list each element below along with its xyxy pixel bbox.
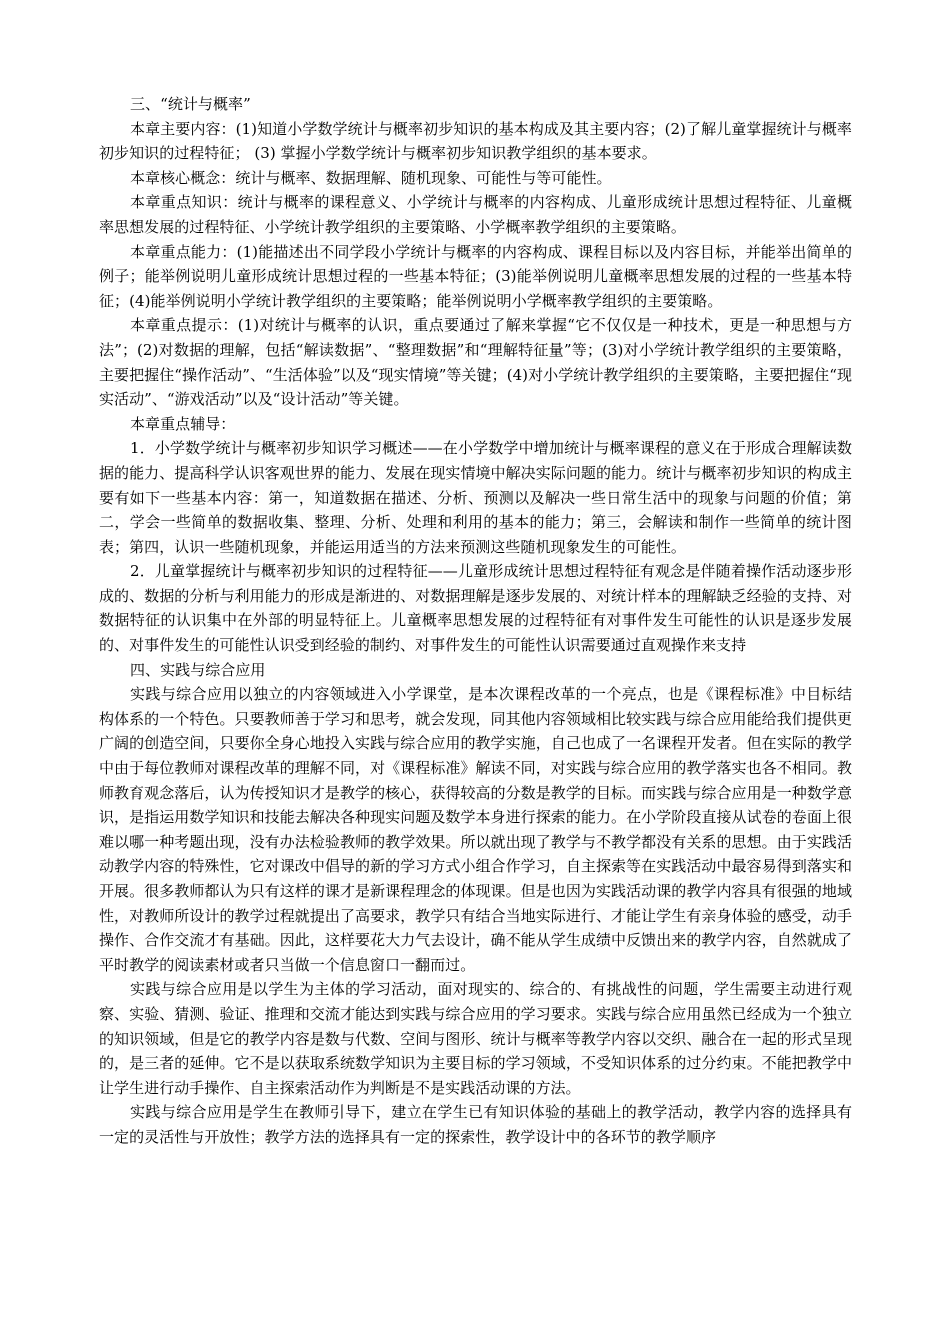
paragraph-key-tips: 本章重点提示：(1)对统计与概率的认识，重点要通过了解来掌握“它不仅仅是一种技术，更是一种思想与方法”；(2)对数据的理解，包括“解读数据”、“整理数据”和“理解特征量”等；(3)对小学统计教学组织的主要策略，主要把握住“操作活动”、“生活体验”以及“现实情境”等关键；(4)对小学统计教学组织的主要策略，主要把握住“现实活动”、“游戏活动”以及“设计活动”等关键。 [99, 316, 852, 409]
paragraph-core-concepts: 本章核心概念：统计与概率、数据理解、随机现象、可能性与等可能性。 [130, 168, 612, 187]
paragraph-main-content: 本章主要内容：(1)知道小学数学统计与概率初步知识的基本构成及其主要内容；(2)了解儿童掌握统计与概率初步知识的过程特征； (3) 掌握小学数学统计与概率初步知识教学组织的基本要求。 [99, 119, 852, 163]
section-heading-statistics: 三、“统计与概率” [130, 95, 251, 113]
section-heading-practice: 四、实践与综合应用 [130, 660, 266, 679]
paragraph-practice-2: 实践与综合应用是以学生为主体的学习活动，面对现实的、综合的、有挑战性的问题，学生需要主动进行观察、实验、猜测、验证、推理和交流才能达到实践与综合应用的学习要求。实践与综合应用虽然已经成为一个独立的知识领域，但是它的教学内容是数与代数、空间与图形、统计与概率等教学内容以交织、融合在一起的形式呈现的，是三者的延伸。它不是以获取系统数学知识为主要目标的学习领域，不受知识体系的过分约束。不能把教学中让学生进行动手操作、自主探索活动作为判断是不是实践活动课的方法。 [99, 980, 852, 1097]
paragraph-guidance-item-1: 1．小学数学统计与概率初步知识学习概述——在小学数学中增加统计与概率课程的意义在于形成合理解读数据的能力、提高科学认识客观世界的能力、发展在现实情境中解决实际问题的能力。统计与概率初步知识的构成主要有如下一些基本内容：第一，知道数据在描述、分析、预测以及解决一些日常生活中的现象与问题的价值；第二，学会一些简单的数据收集、整理、分析、处理和利用的基本的能力；第三，会解读和制作一些简单的统计图表；第四，认识一些随机现象，并能运用适当的方法来预测这些随机现象发生的可能性。 [99, 439, 852, 556]
paragraph-key-knowledge: 本章重点知识：统计与概率的课程意义、小学统计与概率的内容构成、儿童形成统计思想过程特征、儿童概率思想发展的过程特征、小学统计教学组织的主要策略、小学概率教学组织的主要策略。 [99, 193, 852, 236]
paragraph-key-guidance-heading: 本章重点辅导： [130, 414, 236, 433]
paragraph-guidance-item-2: 2．儿童掌握统计与概率初步知识的过程特征——儿童形成统计思想过程特征有观念是伴随着操作活动逐步形成的、数据的分析与利用能力的形成是渐进的、对数据理解是逐步发展的、对统计样本的理解缺乏经验的支持、对数据特征的认识集中在外部的明显特征上。儿童概率思想发展的过程特征有对事件发生可能性的认识是逐步发展的、对事件发生的可能性认识受到经验的制约、对事件发生的可能性认识需要通过直观操作来支持 [99, 562, 852, 655]
document-page [99, 92, 852, 1150]
paragraph-practice-3: 实践与综合应用是学生在教师引导下，建立在学生已有知识体验的基础上的教学活动，教学内容的选择具有一定的灵活性与开放性；教学方法的选择具有一定的探索性，教学设计中的各环节的教学顺序 [99, 1103, 852, 1146]
paragraph-key-abilities: 本章重点能力：(1)能描述出不同学段小学统计与概率的内容构成、课程目标以及内容目标，并能举出简单的例子；能举例说明儿童形成统计思想过程的一些基本特征；(3)能举例说明儿童概率思想发展的过程的一些基本特征；(4)能举例说明小学统计教学组织的主要策略；能举例说明小学概率教学组织的主要策略。 [99, 242, 852, 310]
paragraph-practice-1: 实践与综合应用以独立的内容领域进入小学课堂，是本次课程改革的一个亮点，也是《课程标准》中目标结构体系的一个特色。只要教师善于学习和思考，就会发现，同其他内容领域相比较实践与综合应用能给我们提供更广阔的创造空间，只要你全身心地投入实践与综合应用的教学实施，自己也成了一名课程开发者。但在实际的教学中由于每位教师对课程改革的理解不同，对《课程标准》解读不同，对实践与综合应用的教学落实也各不相同。教师教育观念落后，认为传授知识才是教学的核心，获得较高的分数是教学的目标。而实践与综合应用是一种数学意识，是指运用数学知识和技能去解决各种现实问题及数学本身进行探索的能力。在小学阶段直接从试卷的卷面上很难以哪一种考题出现，没有办法检验教师的教学效果。所以就出现了教学与不教学都没有关系的思想。由于实践活动教学内容的特殊性，它对课改中倡导的新的学习方式小组合作学习，自主探索等在实践活动中最容易得到落实和开展。很多教师都认为只有这样的课才是新课程理念的体现课。但是也因为实践活动课的教学内容具有很强的地域性，对教师所设计的教学过程就提出了高要求，教学只有结合当地实际进行、才能让学生有亲身体验的感受，动手操作、合作交流才有基础。因此，这样要花大力气去设计，确不能从学生成绩中反馈出来的教学内容，自然就成了平时教学的阅读素材或者只当做一个信息窗口一翻而过。 [99, 685, 852, 974]
